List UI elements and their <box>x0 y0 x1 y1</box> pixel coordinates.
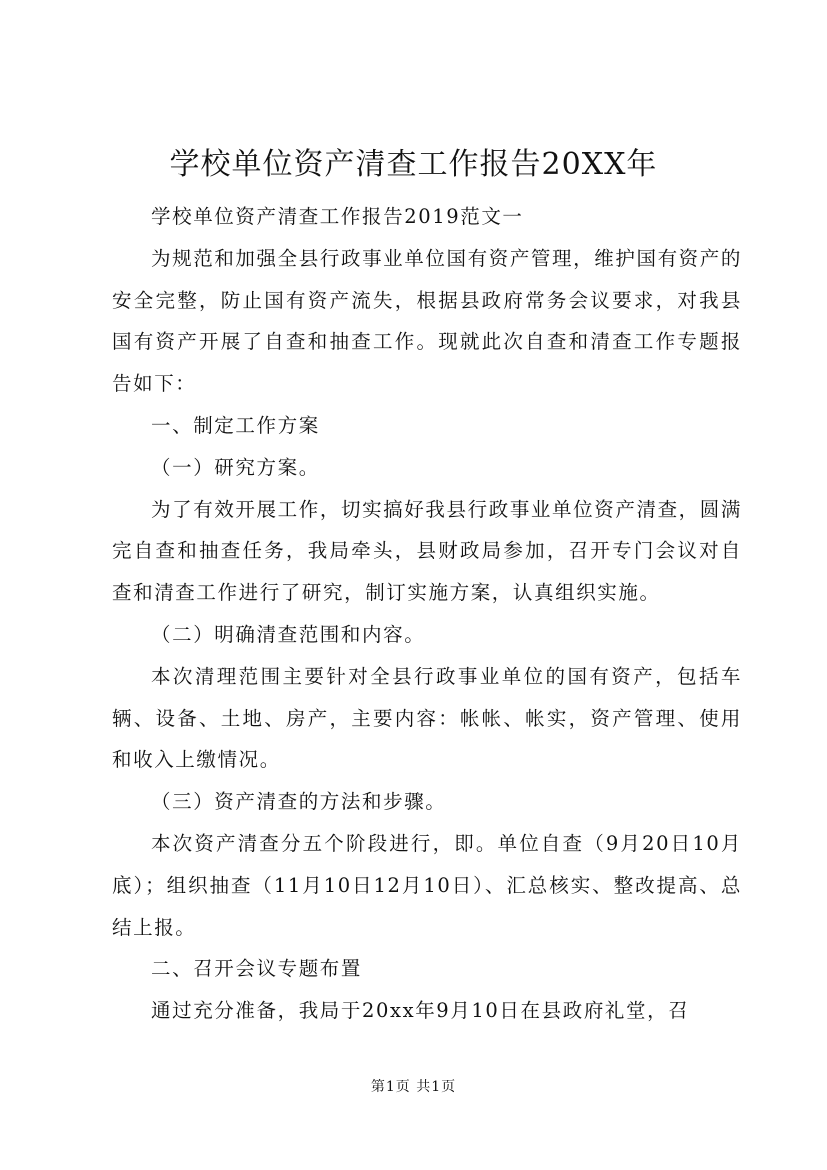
subsection-heading-3: （三）资产清查的方法和步骤。 <box>151 790 447 814</box>
document-title: 学校单位资产清查工作报告20XX年 <box>169 147 658 182</box>
section-heading-2: 二、召开会议专题布置 <box>151 957 363 981</box>
body-paragraph: 本次资产清查分五个阶段进行，即。单位自查（9月20日10月底）；组织抽查（11月10日12月10日）、汇总核实、整改提高、总结上报。 <box>112 831 742 939</box>
subsection-heading-2: （二）明确清查范围和内容。 <box>151 622 426 646</box>
intro-paragraph: 为规范和加强全县行政事业单位国有资产管理，维护国有资产的安全完整，防止国有资产流失，根据县政府常务会议要求，对我县国有资产开展了自查和抽查工作。现就此次自查和清查工作专题报告如下： <box>112 246 742 396</box>
body-paragraph: 通过充分准备，我局于20xx年9月10日在县政府礼堂，召 <box>151 999 690 1023</box>
body-paragraph: 本次清理范围主要针对全县行政事业单位的国有资产，包括车辆、设备、土地、房产，主要内容：帐帐、帐实，资产管理、使用和收入上缴情况。 <box>112 664 742 772</box>
document-body <box>112 196 742 1032</box>
page-footer: 第1页 共1页 <box>370 1079 457 1095</box>
body-paragraph: 为了有效开展工作，切实搞好我县行政事业单位资产清查，圆满完自查和抽查任务，我局牵头，县财政局参加，召开专门会议对自查和清查工作进行了研究，制订实施方案，认真组织实施。 <box>112 497 742 605</box>
section-heading-1: 一、制定工作方案 <box>151 413 320 437</box>
subtitle-paragraph: 学校单位资产清查工作报告2019范文一 <box>151 205 524 228</box>
subsection-heading-1: （一）研究方案。 <box>151 455 320 479</box>
